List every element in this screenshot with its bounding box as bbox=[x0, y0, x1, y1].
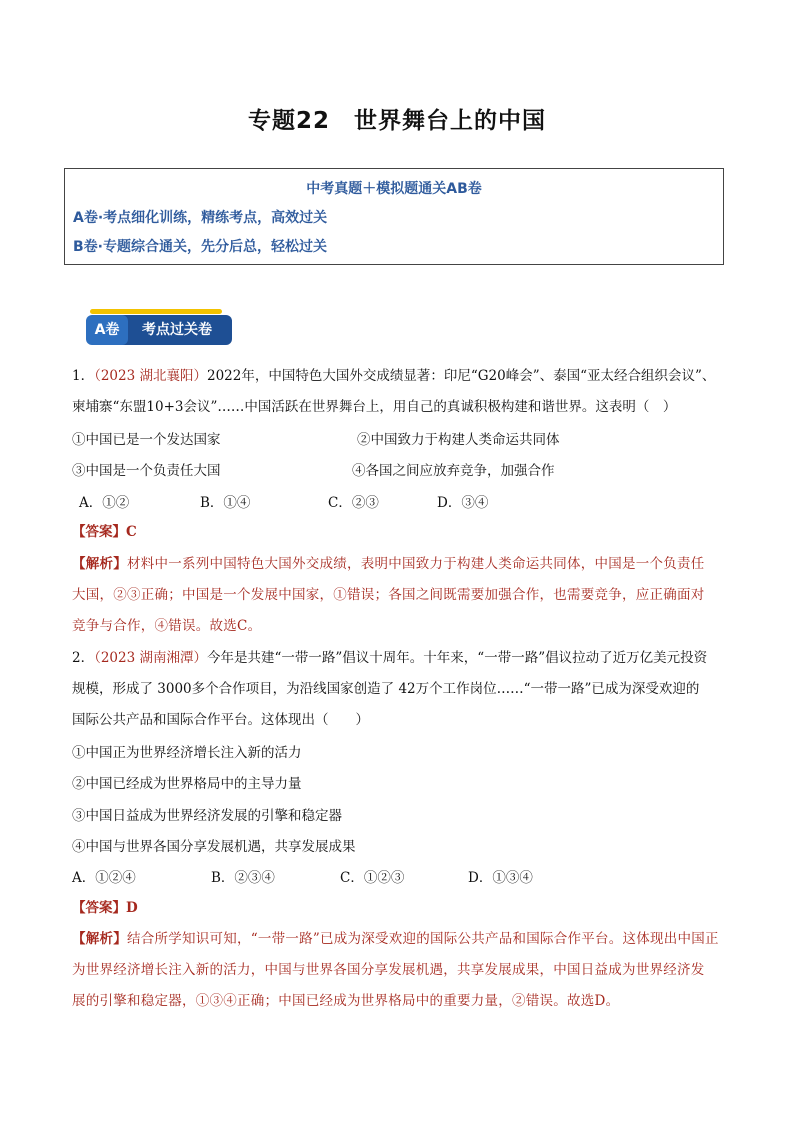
choice: C．①②③ bbox=[340, 870, 405, 886]
answer-line: 【答案】C bbox=[72, 524, 137, 540]
choice: B．②③④ bbox=[211, 870, 275, 886]
section-tag: A卷 bbox=[86, 315, 128, 345]
statement: ③中国日益成为世界经济发展的引擎和稳定器 bbox=[72, 808, 342, 824]
intro-line-a: A卷·考点细化训练，精练考点，高效过关 bbox=[73, 210, 328, 226]
question-2-stem-line-3: 国际公共产品和国际合作平台。这体现出（ ） bbox=[72, 712, 369, 728]
answer-line: 【答案】D bbox=[72, 900, 138, 916]
question-source: （2023 湖北襄阳） bbox=[94, 368, 207, 384]
analysis-label: 【解析】 bbox=[72, 931, 127, 947]
section-banner bbox=[86, 309, 232, 349]
statement: ①中国已是一个发达国家 bbox=[72, 432, 221, 448]
statement: ②中国已经成为世界格局中的主导力量 bbox=[72, 776, 302, 792]
analysis-line: 【解析】结合所学知识可知，“一带一路”已成为深受欢迎的国际公共产品和国际合作平台。这体现出中国正 bbox=[72, 931, 719, 947]
question-number: 1． bbox=[72, 368, 95, 384]
choice: A．①② bbox=[79, 495, 130, 511]
choice: D．③④ bbox=[437, 495, 489, 511]
analysis-line: 展的引擎和稳定器，①③④正确；中国已经成为世界格局中的重要力量，②错误。故选D。 bbox=[72, 993, 620, 1009]
analysis-label: 【解析】 bbox=[72, 556, 127, 572]
analysis-line: 【解析】材料中一系列中国特色大国外交成绩，表明中国致力于构建人类命运共同体，中国是一个负责任 bbox=[72, 556, 705, 572]
choice: A．①②④ bbox=[72, 870, 136, 886]
statement: ④中国与世界各国分享发展机遇，共享发展成果 bbox=[72, 839, 356, 855]
answer-value: D bbox=[126, 900, 138, 916]
answer-value: C bbox=[126, 524, 137, 540]
choice: D．①③④ bbox=[468, 870, 533, 886]
banner-highlight bbox=[90, 309, 222, 314]
statement: ②中国致力于构建人类命运共同体 bbox=[357, 432, 560, 448]
analysis-line: 竞争与合作，④错误。故选C。 bbox=[72, 618, 262, 634]
statement: ③中国是一个负责任大国 bbox=[72, 463, 221, 479]
question-2-stem-line-1: 2．（2023 湖南湘潭）今年是共建“一带一路”倡议十周年。十年来，“一带一路”倡议拉动了近万亿美元投资 bbox=[72, 650, 708, 666]
question-source: （2023 湖南湘潭） bbox=[94, 650, 207, 666]
question-1-stem-line-2: 柬埔寨“东盟10+3会议”……中国活跃在世界舞台上，用自己的真诚积极构建和谐世界。这表明（ ） bbox=[72, 399, 677, 415]
section-label: 考点过关卷 bbox=[122, 315, 232, 345]
intro-box bbox=[64, 168, 724, 265]
question-1-stem-line-1: 1．（2023 湖北襄阳）2022年，中国特色大国外交成绩显著：印尼“G20峰会”、泰国“亚太经合组织会议”、 bbox=[72, 368, 716, 384]
analysis-line: 为世界经济增长注入新的活力，中国与世界各国分享发展机遇，共享发展成果，中国日益成为世界经济发 bbox=[72, 962, 705, 978]
statement: ①中国正为世界经济增长注入新的活力 bbox=[72, 745, 302, 761]
analysis-line: 大国，②③正确；中国是一个发展中国家，①错误；各国之间既需要加强合作，也需要竞争，应正确面对 bbox=[72, 587, 705, 603]
intro-heading: 中考真题＋模拟题通关AB卷 bbox=[306, 181, 482, 197]
question-2-stem-line-2: 规模，形成了 3000多个合作项目，为沿线国家创造了 42万个工作岗位……“一带一路”已成为深受欢迎的 bbox=[72, 681, 700, 697]
page-title: 专题22 世界舞台上的中国 bbox=[247, 108, 546, 134]
choice: B．①④ bbox=[200, 495, 251, 511]
question-number: 2． bbox=[72, 650, 95, 666]
statement: ④各国之间应放弃竞争，加强合作 bbox=[352, 463, 555, 479]
choice: C．②③ bbox=[328, 495, 379, 511]
intro-line-b: B卷·专题综合通关，先分后总，轻松过关 bbox=[73, 239, 327, 255]
